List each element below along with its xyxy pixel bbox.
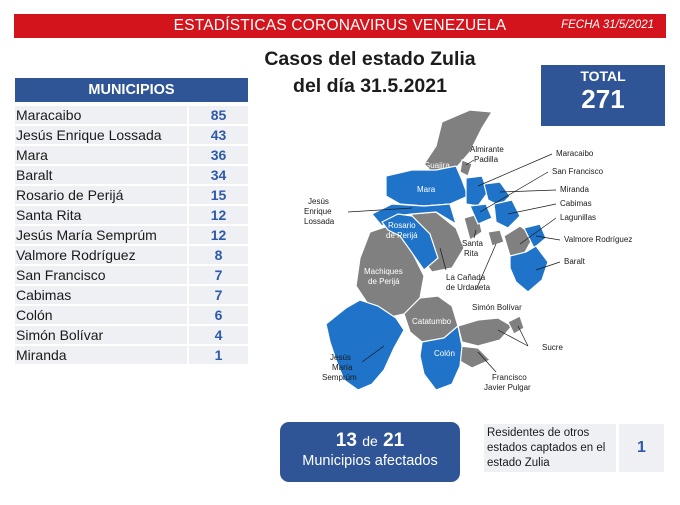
municipio-name: Maracaibo [15,106,187,124]
map-label-maracaibo: Maracaibo [556,149,594,158]
region-sucre [458,318,512,346]
municipio-cases: 36 [189,146,248,164]
region-maracaibo [466,176,488,206]
municipio-name: San Francisco [15,266,187,284]
table-row [15,206,248,226]
map-label-jesus-enrique-3: Lossada [304,217,335,226]
municipio-cases: 15 [189,186,248,204]
residents-box [484,424,664,472]
map-label-baralt: Baralt [564,257,585,266]
map-label-padilla: Padilla [474,155,499,164]
map-label-lagunillas: Lagunillas [560,213,597,222]
map-label-jesus-enrique-1: Jesús [308,197,329,206]
affected-count-line [280,430,460,452]
affected-total: 21 [383,430,405,451]
map-label-jesus-maria-3: Semprúm [322,373,357,382]
municipio-cases: 1 [189,346,248,364]
municipio-name: Valmore Rodríguez [15,246,187,264]
municipio-cases: 7 [189,286,248,304]
municipio-cases: 7 [189,266,248,284]
municipio-name: Simón Bolívar [15,326,187,344]
map-label-rosario-2: de Perijá [386,231,418,240]
table-row [15,246,248,266]
table-row [15,346,248,366]
map-label-machiques-1: Machiques [364,267,403,276]
affected-de: de [362,433,378,449]
municipio-name: Colón [15,306,187,324]
table-row [15,106,248,126]
map-label-cabimas: Cabimas [560,199,592,208]
municipio-name: Cabimas [15,286,187,304]
total-label: TOTAL [580,68,626,84]
map-label-miranda: Miranda [560,185,589,194]
municipios-header: MUNICIPIOS [15,78,248,102]
region-sucre-east [508,316,524,334]
table-row [15,186,248,206]
map-label-jesus-enrique-2: Enrique [304,207,332,216]
municipio-cases: 8 [189,246,248,264]
municipio-name: Miranda [15,346,187,364]
municipio-name: Jesús María Semprúm [15,226,187,244]
municipio-cases: 6 [189,306,248,324]
table-row [15,266,248,286]
map-label-francisco-2: Javier Pulgar [484,383,531,392]
municipio-cases: 85 [189,106,248,124]
municipio-cases: 12 [189,206,248,224]
table-row [15,126,248,146]
page-title-line1: Casos del estado Zulia [264,48,476,70]
municipio-name: Rosario de Perijá [15,186,187,204]
map-label-almirante: Almirante [470,145,504,154]
map-label-simon-bolivar: Simón Bolívar [472,303,522,312]
municipio-name: Baralt [15,166,187,184]
municipios-table [15,106,248,366]
map-label-mara: Mara [417,185,436,194]
table-row [15,146,248,166]
residents-text: Residentes de otros estados captados en el estado Zulia [484,424,616,472]
municipio-cases: 12 [189,226,248,244]
affected-municipalities-box [280,422,460,482]
table-row [15,286,248,306]
map-label-jesus-maria-2: María [332,363,353,372]
map-label-guajira: Guajira [424,161,450,170]
municipio-cases: 4 [189,326,248,344]
table-row [15,306,248,326]
map-label-francisco-1: Francisco [492,373,527,382]
residents-value: 1 [619,424,664,472]
map-label-machiques-2: de Perijá [368,277,400,286]
table-row [15,226,248,246]
header-date: FECHA 31/5/2021 [561,19,654,31]
municipio-name: Jesús Enrique Lossada [15,126,187,144]
map-label-san-francisco: San Francisco [552,167,604,176]
municipio-cases: 43 [189,126,248,144]
affected-label: Municipios afectados [302,453,438,469]
municipio-name: Santa Rita [15,206,187,224]
page-title [250,46,490,100]
municipio-cases: 34 [189,166,248,184]
region-cabimas [494,200,520,228]
map-label-santa-rita-1: Santa [462,239,483,248]
region-simon-bolivar [488,230,504,246]
affected-count: 13 [335,430,357,451]
total-value: 271 [581,84,625,114]
municipio-name: Mara [15,146,187,164]
map-label-valmore: Valmore Rodríguez [564,235,633,244]
header-title: ESTADÍSTICAS CORONAVIRUS VENEZUELA [173,17,507,34]
map-label-rosario-1: Rosario [388,221,416,230]
zulia-map [280,110,670,400]
map-label-santa-rita-2: Rita [464,249,479,258]
header-bar [14,14,666,38]
map-label-canada-1: La Cañada [446,273,486,282]
map-label-sucre: Sucre [542,343,563,352]
map-label-jesus-maria-1: Jesús [330,353,351,362]
region-francisco-pulgar [458,346,490,368]
map-label-canada-2: de Urdaneta [446,283,491,292]
map-label-catatumbo: Catatumbo [412,317,452,326]
table-row [15,166,248,186]
table-row [15,326,248,346]
map-label-colon: Colón [434,349,455,358]
page-title-line2: del día 31.5.2021 [293,75,447,97]
